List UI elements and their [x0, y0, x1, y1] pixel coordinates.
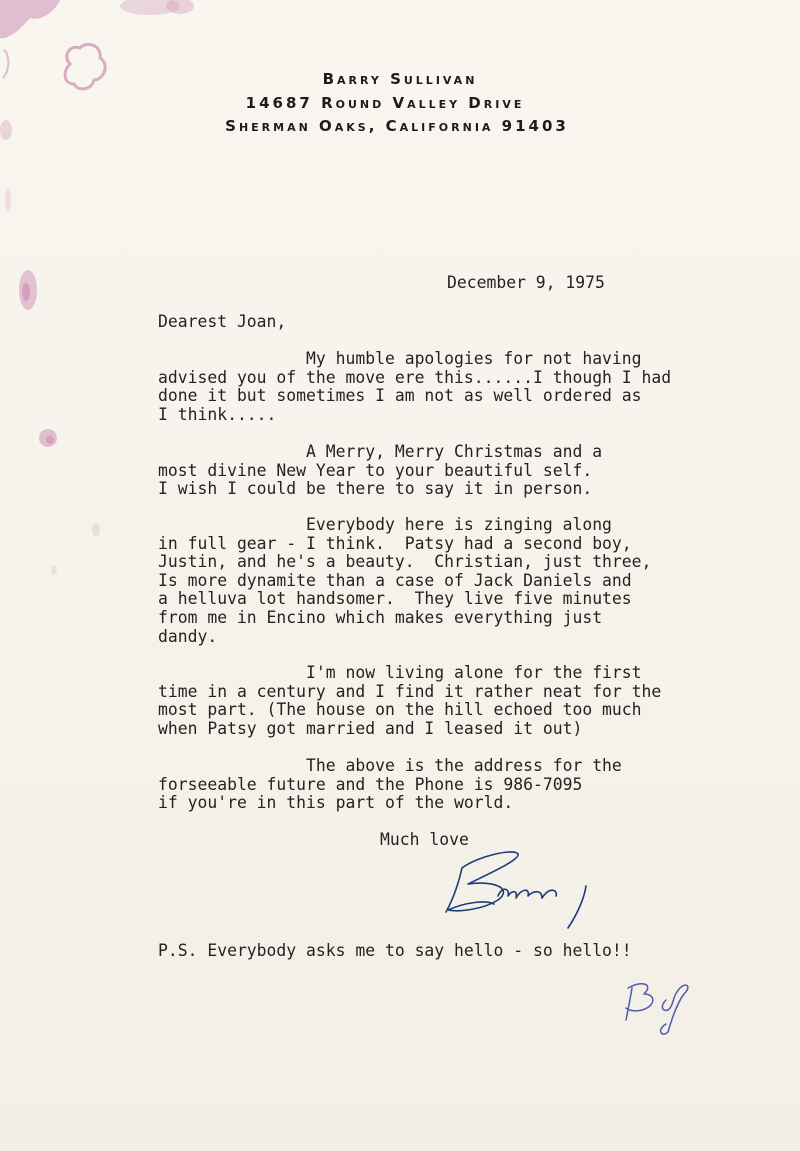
paragraph-living-alone: I'm now living alone for the first time in a century and I find it rather neat for the most part. (The house on the hill echoed too much when Patsy got married and I leased it out): [158, 663, 662, 738]
letterhead-city: Sherman Oaks, California 91403: [225, 117, 569, 135]
paragraph-christmas: A Merry, Merry Christmas and a most divine New Year to your beautiful self. I wish I could be there to say it in person.: [158, 442, 603, 499]
letter-date: December 9, 1975: [447, 273, 605, 292]
salutation: Dearest Joan,: [158, 312, 287, 331]
letterhead: [0, 68, 800, 139]
postscript: P.S. Everybody asks me to say hello - so hello!!: [158, 941, 632, 960]
paragraph-address-phone: The above is the address for the forseeable future and the Phone is 986-7095 if you're in this part of the world.: [158, 756, 622, 813]
paragraph-family-news: Everybody here is zinging along in full gear - I think. Patsy had a second boy, Justin, and he's a beauty. Christian, just three, Is more dynamite than a case of Jack Daniels and a helluva lot handsomer. They live five minutes from me in Encino which makes everything just dandy.: [158, 515, 652, 646]
letterhead-street: 14687 Round Valley Drive: [245, 93, 525, 112]
closing: Much love: [380, 830, 469, 849]
handwritten-initials: [622, 978, 702, 1038]
letterhead-name: Barry Sullivan: [322, 70, 478, 88]
paragraph-apology: My humble apologies for not having advised you of the move ere this......I though I had done it but sometimes I am not as well ordered as I think.....: [158, 349, 672, 424]
handwritten-signature: [438, 846, 608, 936]
